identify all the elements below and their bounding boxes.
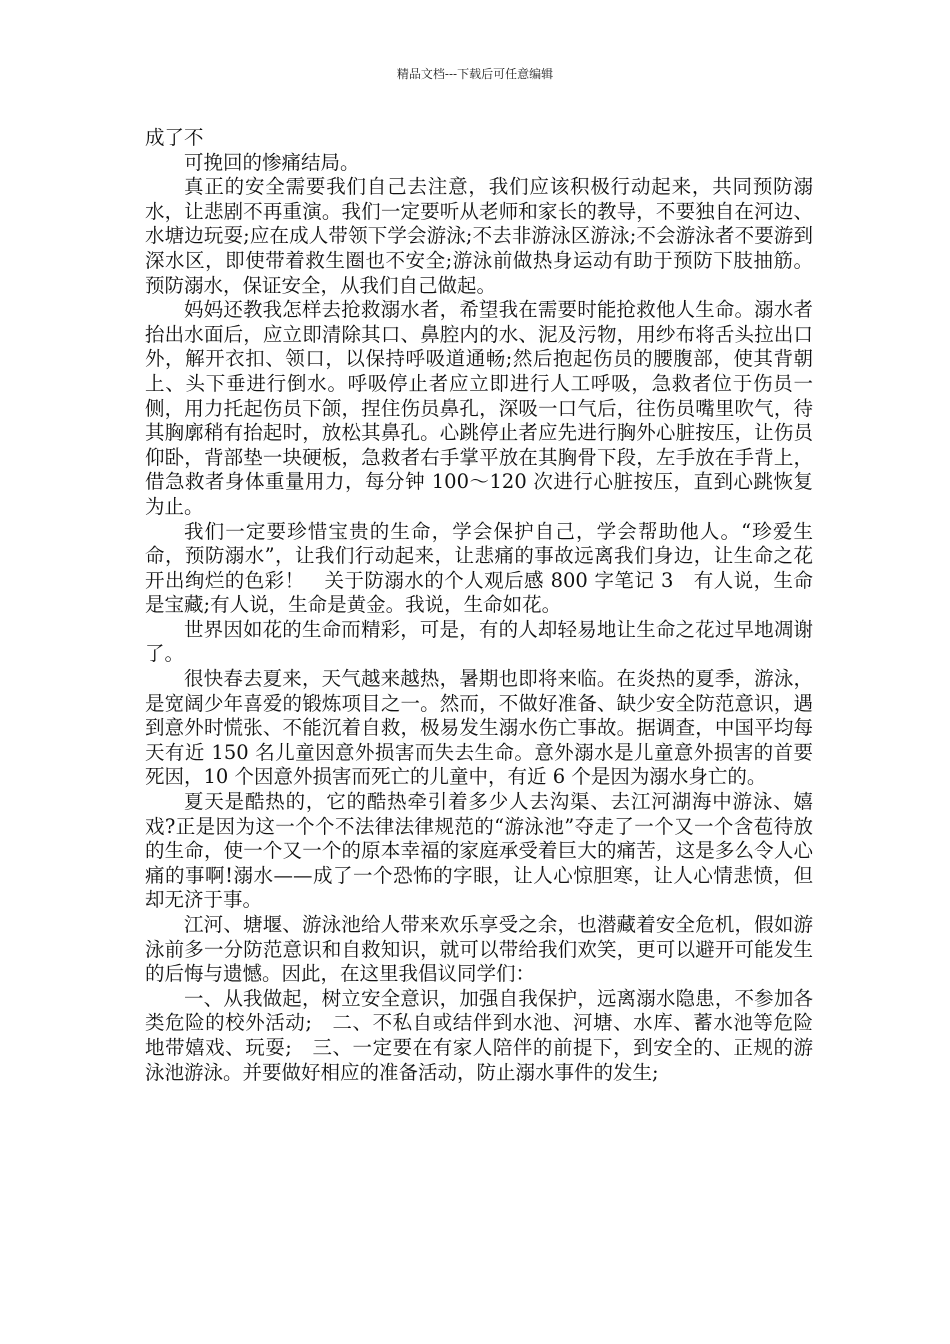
page-header: 精品文档---下载后可任意编辑	[396, 67, 554, 81]
paragraph-1: 成了不	[145, 126, 204, 149]
paragraph-8: 夏天是酷热的，它的酷热牵引着多少人去沟渠、去江河湖海中游泳、嬉戏?正是因为这一个个不法律法律规范的“游泳池”夺走了一个又一个含苞待放的生命，使一个又一个的原本幸福的家庭承受着巨大的痛苦，这是多么令人心痛的事啊!溺水——成了一个恐怖的字眼，让人心惊胆寒，让人心情悲愤，但却无济于事。	[145, 790, 813, 912]
paragraph-10: 一、从我做起，树立安全意识，加强自我保护，远离溺水隐患，不参加各类危险的校外活动; 二、不私自或结伴到水池、河塘、水库、蓄水池等危险地带嬉戏、玩耍; 三、一定要在有家人陪伴的前提下，到安全的、正规的游泳池游泳。并要做好相应的准备活动，防止溺水事件的发生;	[145, 986, 813, 1084]
paragraph-5: 我们一定要珍惜宝贵的生命，学会保护自己，学会帮助他人。“珍爱生命，预防溺水”，让我们行动起来，让悲痛的事故远离我们身边，让生命之花开出绚烂的色彩！ 关于防溺水的个人观后感 800 字笔记 3 有人说，生命是宝藏;有人说，生命是黄金。我说，生命如花。	[145, 519, 813, 617]
paragraph-4: 妈妈还教我怎样去抢救溺水者，希望我在需要时能抢救他人生命。溺水者抬出水面后，应立即清除其口、鼻腔内的水、泥及污物，用纱布将舌头拉出口外，解开衣扣、领口，以保持呼吸道通畅;然后抱起伤员的腰腹部，使其背朝上、头下垂进行倒水。呼吸停止者应立即进行人工呼吸，急救者位于伤员一侧，用力托起伤员下颌，捏住伤员鼻孔，深吸一口气后，往伤员嘴里吹气，待其胸廓稍有抬起时，放松其鼻孔。心跳停止者应先进行胸外心脏按压，让伤员仰卧，背部垫一块硬板，急救者右手掌平放在其胸骨下段，左手放在手背上，借急救者身体重量用力，每分钟 100～120 次进行心脏按压，直到心跳恢复为止。	[145, 298, 813, 518]
paragraph-7: 很快春去夏来，天气越来越热，暑期也即将来临。在炎热的夏季，游泳，是宽阔少年喜爱的锻炼项目之一。然而，不做好准备、缺少安全防范意识，遇到意外时慌张、不能沉着自救，极易发生溺水伤亡事故。据调查，中国平均每天有近 150 名儿童因意外损害而失去生命。意外溺水是儿童意外损害的首要死因，10 个因意外损害而死亡的儿童中，有近 6 个是因为溺水身亡的。	[145, 667, 813, 789]
paragraph-3: 真正的安全需要我们自己去注意，我们应该积极行动起来，共同预防溺水，让悲剧不再重演。我们一定要听从老师和家长的教导，不要独自在河边、水塘边玩耍;应在成人带领下学会游泳;不去非游泳区游泳;不会游泳者不要游到深水区，即使带着救生圈也不安全;游泳前做热身运动有助于预防下肢抽筋。预防溺水，保证安全，从我们自己做起。	[145, 175, 813, 297]
paragraph-2: 可挽回的惨痛结局。	[184, 150, 360, 174]
paragraph-9: 江河、塘堰、游泳池给人带来欢乐享受之余，也潜藏着安全危机，假如游泳前多一分防范意识和自救知识，就可以带给我们欢笑，更可以避开可能发生的后悔与遗憾。因此，在这里我倡议同学们：	[145, 913, 813, 986]
paragraph-6: 世界因如花的生命而精彩，可是，有的人却轻易地让生命之花过早地凋谢了。	[145, 617, 813, 666]
document-body	[145, 126, 813, 1085]
